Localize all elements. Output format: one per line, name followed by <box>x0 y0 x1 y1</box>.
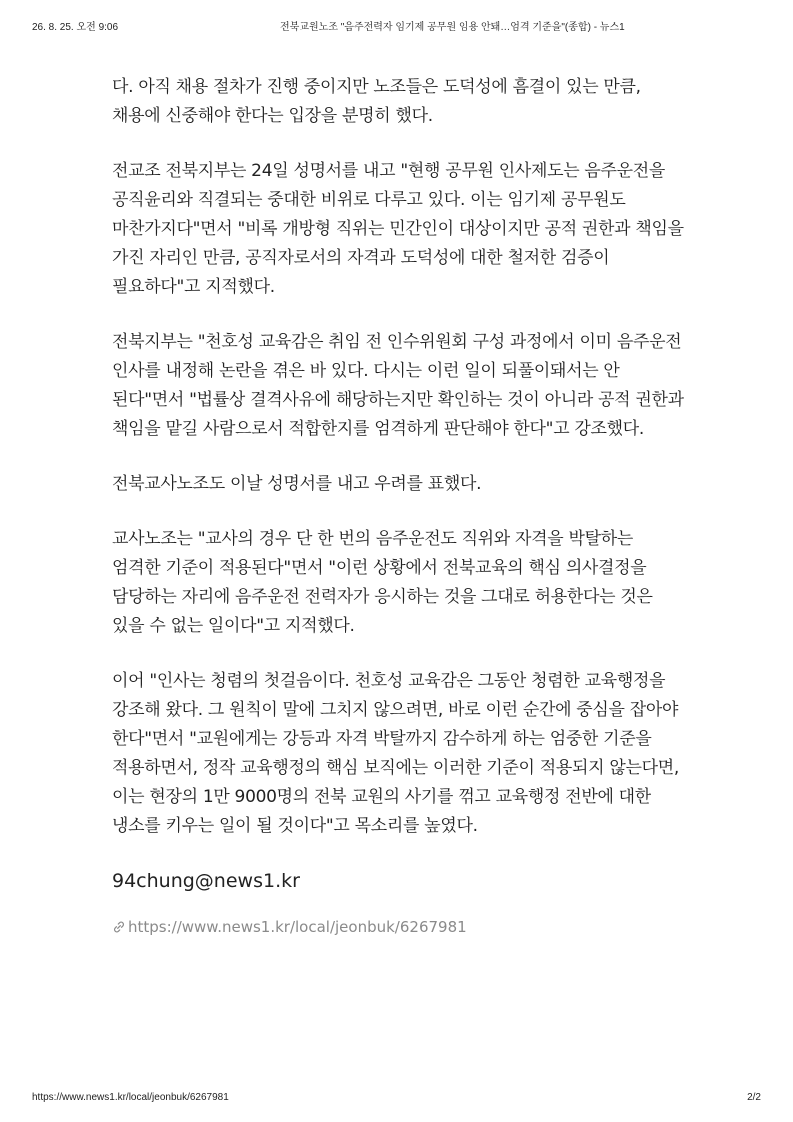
source-link[interactable] <box>112 918 684 936</box>
article-paragraph: 다. 아직 채용 절차가 진행 중이지만 노조들은 도덕성에 흠결이 있는 만큼, 채용에 신중해야 한다는 입장을 분명히 했다. <box>112 77 641 126</box>
article-paragraph: 교사노조는 "교사의 경우 단 한 번의 음주운전도 직위와 자격을 박탈하는 엄격한 기준이 적용된다"면서 "이런 상황에서 전북교육의 핵심 의사결정을 담당하는 자리에 음주운전 전력자가 응시하는 것을 그대로 허용한다는 것은 있을 수 없는 일이다"고 지적했다. <box>112 529 653 636</box>
article-body <box>112 73 684 936</box>
article-paragraph: 전북교사노조도 이날 성명서를 내고 우려를 표했다. <box>112 474 482 494</box>
source-url[interactable]: https://www.news1.kr/local/jeonbuk/6267981 <box>128 918 467 936</box>
link-icon <box>112 920 126 934</box>
article-paragraph: 전북지부는 "천호성 교육감은 취임 전 인수위원회 구성 과정에서 이미 음주운전 인사를 내정해 논란을 겪은 바 있다. 다시는 이런 일이 되풀이돼서는 안 된다"면서 "법률상 결격사유에 해당하는지만 확인하는 것이 아니라 공적 권한과 책임을 맡길 사람으로서 적합한지를 엄격하게 판단해야 한다"고 강조했다. <box>112 332 684 439</box>
article-paragraph: 전교조 전북지부는 24일 성명서를 내고 "현행 공무원 인사제도는 음주운전을 공직윤리와 직결되는 중대한 비위로 다루고 있다. 이는 임기제 공무원도 마찬가지다"면서 "비록 개방형 직위는 민간인이 대상이지만 공적 권한과 책임을 가진 자리인 만큼, 공직자로서의 자격과 도덕성에 대한 철저한 검증이 필요하다"고 지적했다. <box>112 161 684 297</box>
print-header <box>32 18 761 34</box>
page-number: 2/2 <box>747 1092 761 1103</box>
print-page-title: 전북교원노조 "음주전력자 임기제 공무원 임용 안돼…엄격 기준을"(종합) - 뉴스1 <box>280 22 625 33</box>
footer-url: https://www.news1.kr/local/jeonbuk/6267981 <box>32 1092 229 1103</box>
article-paragraph: 이어 "인사는 청렴의 첫걸음이다. 천호성 교육감은 그동안 청렴한 교육행정을 강조해 왔다. 그 원칙이 말에 그치지 않으려면, 바로 이런 순간에 중심을 잡아야 한다"면서 "교원에게는 강등과 자격 박탈까지 감수하게 하는 엄중한 기준을 적용하면서, 정작 교육행정의 핵심 보직에는 이러한 기준이 적용되지 않는다면, 이는 현장의 1만 9000명의 전북 교원의 사기를 꺾고 교육행정 전반에 대한 냉소를 키우는 일이 될 것이다"고 목소리를 높였다. <box>112 671 679 836</box>
reporter-email[interactable]: 94chung@news1.kr <box>112 870 300 892</box>
print-date: 26. 8. 25. 오전 9:06 <box>32 22 119 33</box>
print-footer <box>32 1092 761 1106</box>
